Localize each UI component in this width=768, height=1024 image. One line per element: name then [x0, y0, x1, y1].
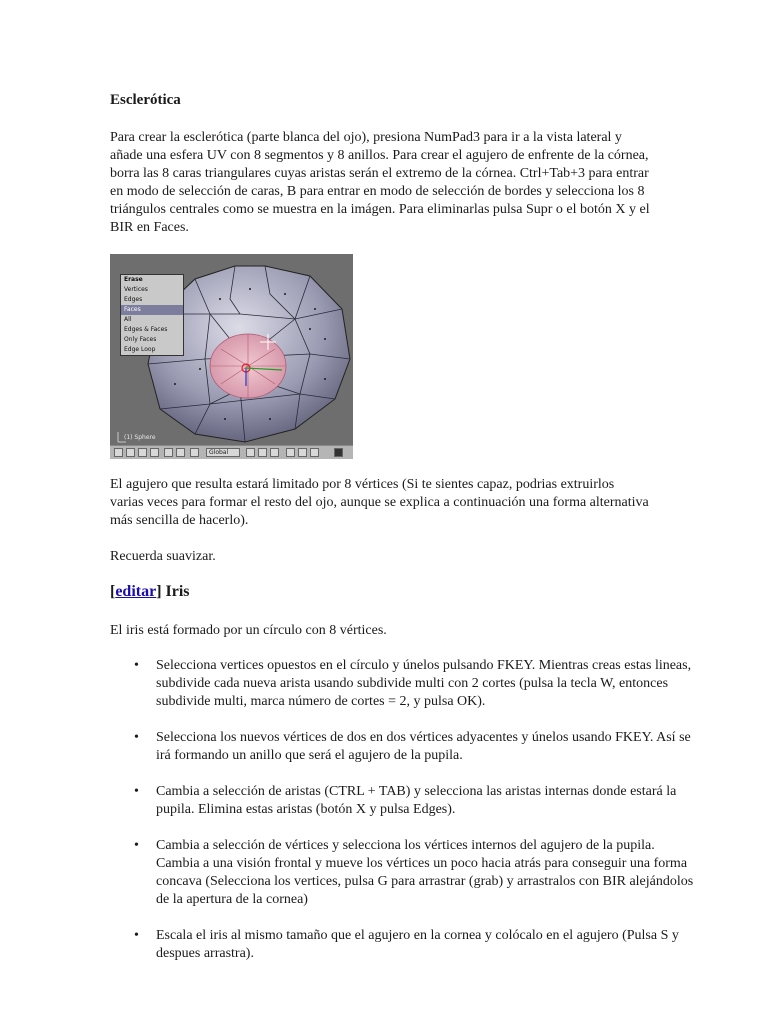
erase-menu-item[interactable]: All — [124, 316, 132, 323]
mode-icon[interactable] — [150, 448, 159, 457]
object-name-label: (1) Sphere — [124, 434, 156, 441]
list-item: • Cambia a selección de aristas (CTRL + TAB) y selecciona las aristas internas donde estará la pupila. Elimina estas aristas (botón X y pulsa Edges). — [156, 783, 701, 819]
proportional-icon[interactable] — [298, 448, 307, 457]
paragraph-intro: Para crear la esclerótica (parte blanca del ojo), presiona NumPad3 para ir a la vista lateral y añade una esfera UV con 8 segmentos y 8 anillos. Para crear el agujero de enfrente de la córnea, borra las 8 caras triangulares cuyas aristas serán el extremo de la córnea. Ctrl+Tab+3 para entrar en modo de selección de caras, B para entrar en modo de selección de bordes y selecciona los 8 triángulos centrales como se muestra en la imágen. Para eliminarlas pulsa Supr o el botón X y el BIR en Faces. — [110, 130, 650, 235]
list-item: • Selecciona vertices opuestos en el círculo y únelos pulsando FKEY. Mientras creas estas lineas, subdivide cada nueva arista usando subdivide multi con 2 cortes (pulsa la tecla W, entonces subdivide multi, marca número de cortes = 2, y pulsa OK). — [156, 657, 701, 711]
render-icon[interactable] — [334, 448, 343, 457]
blender-screenshot — [110, 254, 353, 459]
erase-menu-title: Erase — [124, 276, 143, 283]
bracket-close: ] — [156, 583, 162, 600]
erase-menu-item[interactable]: Vertices — [124, 286, 148, 293]
iris-title: Iris — [165, 583, 190, 600]
erase-menu-item[interactable]: Edge Loop — [124, 346, 156, 353]
iris-steps-list — [110, 657, 701, 981]
erase-menu-item-selected[interactable]: Faces — [121, 305, 183, 315]
list-item: • Selecciona los nuevos vértices de dos en dos vértices adyacentes y únelos usando FKEY. Así se irá formando un anillo que será el agujero de la pupila. — [156, 729, 701, 765]
face-select-icon[interactable] — [270, 448, 279, 457]
section-heading-iris — [110, 583, 190, 601]
snap-icon[interactable] — [310, 448, 319, 457]
manipulator-icon[interactable] — [190, 448, 199, 457]
erase-menu[interactable] — [120, 274, 184, 356]
section-heading-esclerotica: Esclerótica — [110, 92, 181, 108]
paragraph-smooth: Recuerda suavizar. — [110, 549, 216, 564]
erase-menu-item[interactable]: Edges & Faces — [124, 326, 168, 333]
viewport-toolbar — [110, 445, 353, 459]
list-item: • Cambia a selección de vértices y selecciona los vértices internos del agujero de la pupila. Cambia a una visión frontal y mueve los vértices un poco hacia atrás para conseguir una forma concava (Selecciona los vertices, pulsa G para arrastrar (grab) y arrastralos con BIR alejándolos de la apertura de la cornea) — [156, 837, 701, 909]
view-mode-icon[interactable] — [114, 448, 123, 457]
paragraph-iris-intro: El iris está formado por un círculo con 8 vértices. — [110, 623, 387, 638]
occlude-icon[interactable] — [286, 448, 295, 457]
select-icon[interactable] — [126, 448, 135, 457]
pivot-icon[interactable] — [176, 448, 185, 457]
erase-menu-item[interactable]: Edges — [124, 296, 143, 303]
paragraph-hole: El agujero que resulta estará limitado por 8 vértices (Si te sientes capaz, podrias extruirlos varias veces para formar el resto del ojo, aunque se explica a continuación una forma alternativa más sencilla de hacerlo). — [110, 477, 649, 528]
vertex-select-icon[interactable] — [246, 448, 255, 457]
orientation-dropdown[interactable]: Global — [206, 448, 240, 457]
edge-select-icon[interactable] — [258, 448, 267, 457]
erase-menu-item[interactable]: Only Faces — [124, 336, 157, 343]
bracket-open: [ — [110, 583, 116, 600]
object-icon[interactable] — [138, 448, 147, 457]
list-item: • Escala el iris al mismo tamaño que el agujero en la cornea y colócalo en el agujero (Pulsa S y despues arrastra). — [156, 927, 701, 963]
shading-icon[interactable] — [164, 448, 173, 457]
edit-link[interactable]: editar — [115, 583, 157, 600]
